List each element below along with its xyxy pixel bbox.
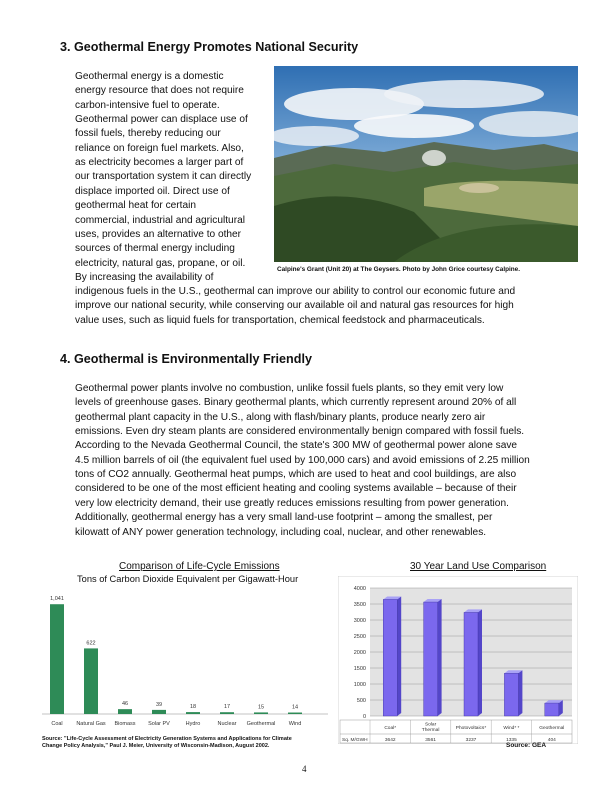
emissions-source-line-1: Source: "Life-Cycle Assessment of Electricity Generation Systems and Applications for Climate xyxy=(42,736,292,742)
data-label: 3561 xyxy=(425,738,436,743)
section-3-line: displace imported oil. Direct use of xyxy=(75,185,230,197)
category-label: Wind* * xyxy=(503,726,520,731)
section-3-line: Geothermal energy is a domestic xyxy=(75,71,224,82)
category-label: Geothermal xyxy=(539,726,565,731)
data-label: 1335 xyxy=(506,738,517,743)
emissions-source-line-2: Change Policy Analysis," Paul J. Meier, University of Wisconsin-Madison, August 2002. xyxy=(42,743,270,749)
bar-nuclear xyxy=(220,712,234,714)
bar-natural-gas xyxy=(84,648,98,714)
data-label: 3237 xyxy=(465,738,477,743)
photo-caption: Calpine's Grant (Unit 20) at The Geysers. Photo by John Grice courtesy Calpine. xyxy=(277,266,521,273)
emissions-chart-subtitle: Tons of Carbon Dioxide Equivalent per Gigawatt-Hour xyxy=(77,574,299,584)
section-3-line: reliance on foreign fuel markets. Also, xyxy=(75,142,244,154)
bar-side xyxy=(397,596,401,716)
section-3-heading: 3. Geothermal Energy Promotes National Security xyxy=(60,40,359,54)
section-4-line: kilowatt of ANY power generation technology, including coal, nuclear, and other renewables. xyxy=(75,526,487,538)
category-label: Wind xyxy=(288,721,302,727)
emissions-chart-title: Comparison of Life-Cycle Emissions xyxy=(119,561,280,572)
section-3-line: Geothermal power can displace use of xyxy=(75,114,248,126)
bar-hydro xyxy=(186,712,200,714)
category-label: Biomass xyxy=(114,721,136,727)
category-label: Hydro xyxy=(185,721,201,727)
y-tick-label: 500 xyxy=(356,698,366,704)
data-label: 15 xyxy=(257,704,265,711)
category-label: Photovoltaics* xyxy=(455,726,487,731)
bar-wind xyxy=(288,713,302,714)
data-label: 1,041 xyxy=(50,596,64,603)
section-4-line: considered to be one of the most efficient heating and cooling systems available – because of their xyxy=(75,483,517,495)
geysers-photo xyxy=(274,66,578,262)
section-3-line: uses, provides an alternative to other xyxy=(75,228,242,240)
section-3-line: energy resource that does not require xyxy=(75,85,244,97)
emissions-chart-source xyxy=(42,736,292,750)
section-3-line: carbon-intensive fuel to operate. xyxy=(75,99,220,111)
category-label: Coal xyxy=(51,721,63,727)
bar-solar-pv xyxy=(152,710,166,714)
section-3-line: improve our national security, while conserving our available oil and natural gas resources for high xyxy=(75,300,514,312)
section-3-line: value uses, such as liquid fuels for transportation, chemical feedstock and pharmaceuticals. xyxy=(75,314,485,326)
section-3-line: fossil fuels, thereby reducing our xyxy=(75,128,221,140)
section-3-line: our transportation system it can directly xyxy=(75,171,252,183)
section-3-line: as electricity becomes a larger part of xyxy=(75,157,244,169)
row-label: Sq. M/GWH xyxy=(342,738,368,743)
land-use-chart-source: Source: GEA xyxy=(506,742,547,749)
category-label: Geothermal xyxy=(246,721,276,727)
section-4-line: Geothermal power plants involve no combustion, unlike fossil fuels plants, so they emit very low xyxy=(75,383,504,394)
y-tick-label: 3500 xyxy=(353,602,366,608)
category-label: Natural Gas xyxy=(76,721,106,727)
bar-photovoltaics- xyxy=(464,612,478,716)
data-label: 46 xyxy=(121,701,129,708)
section-4-line: emissions. Even dry steam plants are considered environmentally benign compared with fossil fuels. xyxy=(75,426,525,438)
section-3-line: indigenous fuels in the U.S., geothermal can improve our ability to control our economic future and xyxy=(75,286,516,297)
bar-biomass xyxy=(118,709,132,714)
data-label: 622 xyxy=(86,640,96,647)
data-label: 404 xyxy=(547,738,556,743)
bar-coal- xyxy=(383,599,397,716)
bar-geothermal xyxy=(254,712,268,714)
bar-side xyxy=(518,670,522,716)
y-tick-label: 1500 xyxy=(353,666,366,672)
bar-geothermal xyxy=(545,703,559,716)
section-4-line: According to the Nevada Geothermal Council, the state's 300 MW of geothermal power alone save xyxy=(75,440,518,452)
data-label: 18 xyxy=(189,704,197,711)
category-label: Coal* xyxy=(384,726,397,731)
data-table xyxy=(340,720,572,743)
page-number: 4 xyxy=(302,764,307,774)
emissions-chart xyxy=(40,584,330,734)
section-4-line: levels of greenhouse gases. Binary geothermal plants, which currently represent around 20% of all xyxy=(75,397,517,409)
data-label: 3642 xyxy=(384,738,396,743)
section-3-line: By increasing the availability of xyxy=(75,271,214,283)
section-4-line: tons of CO2 annually. Geothermal heat pumps, which are used to heat and cool buildings, are also xyxy=(75,469,517,481)
y-tick-label: 3000 xyxy=(353,618,366,624)
section-4-heading: 4. Geothermal is Environmentally Friendly xyxy=(60,352,312,366)
y-tick-label: 1000 xyxy=(353,682,366,688)
land-use-chart-title: 30 Year Land Use Comparison xyxy=(410,561,547,572)
section-4-line: Additionally, geothermal energy has a very small land-use footprint – among the smallest, per xyxy=(75,512,493,524)
bar-wind- xyxy=(504,673,518,716)
data-label: 39 xyxy=(155,701,163,708)
bar-side xyxy=(438,599,442,716)
section-3-line: electricity, natural gas, propane, or oil. xyxy=(75,257,246,269)
section-4-line: geothermal plant capacity in the U.S., along with flash/binary plants, produce nearly zero air xyxy=(75,411,486,423)
bar-coal xyxy=(50,604,64,714)
data-label: 17 xyxy=(223,704,231,711)
bar-side xyxy=(478,609,482,716)
category-label: Solar PV xyxy=(148,721,170,727)
section-3-line: geothermal heat for certain xyxy=(75,200,197,212)
y-tick-label: 2000 xyxy=(353,650,366,656)
land-use-chart xyxy=(338,576,578,744)
y-tick-label: 2500 xyxy=(353,634,366,640)
section-4-line: very low electricity demand, their use greatly reduces emissions resulting from power generation. xyxy=(75,497,509,509)
data-label: 14 xyxy=(291,704,299,711)
y-tick-label: 0 xyxy=(362,714,366,720)
section-3-line: sources of thermal energy including xyxy=(75,243,235,255)
section-4-line: 4.5 million barrels of oil (the equivalent fuel used by 100,000 cars) and avoid emissions of 2.25 million xyxy=(75,454,530,466)
bar-solar-thermal xyxy=(424,602,438,716)
category-label: Solar xyxy=(424,722,437,728)
category-label: Thermal xyxy=(421,728,440,733)
section-3-line: commercial, industrial and agricultural xyxy=(75,214,245,226)
y-tick-label: 4000 xyxy=(353,586,366,592)
category-label: Nuclear xyxy=(217,721,237,727)
